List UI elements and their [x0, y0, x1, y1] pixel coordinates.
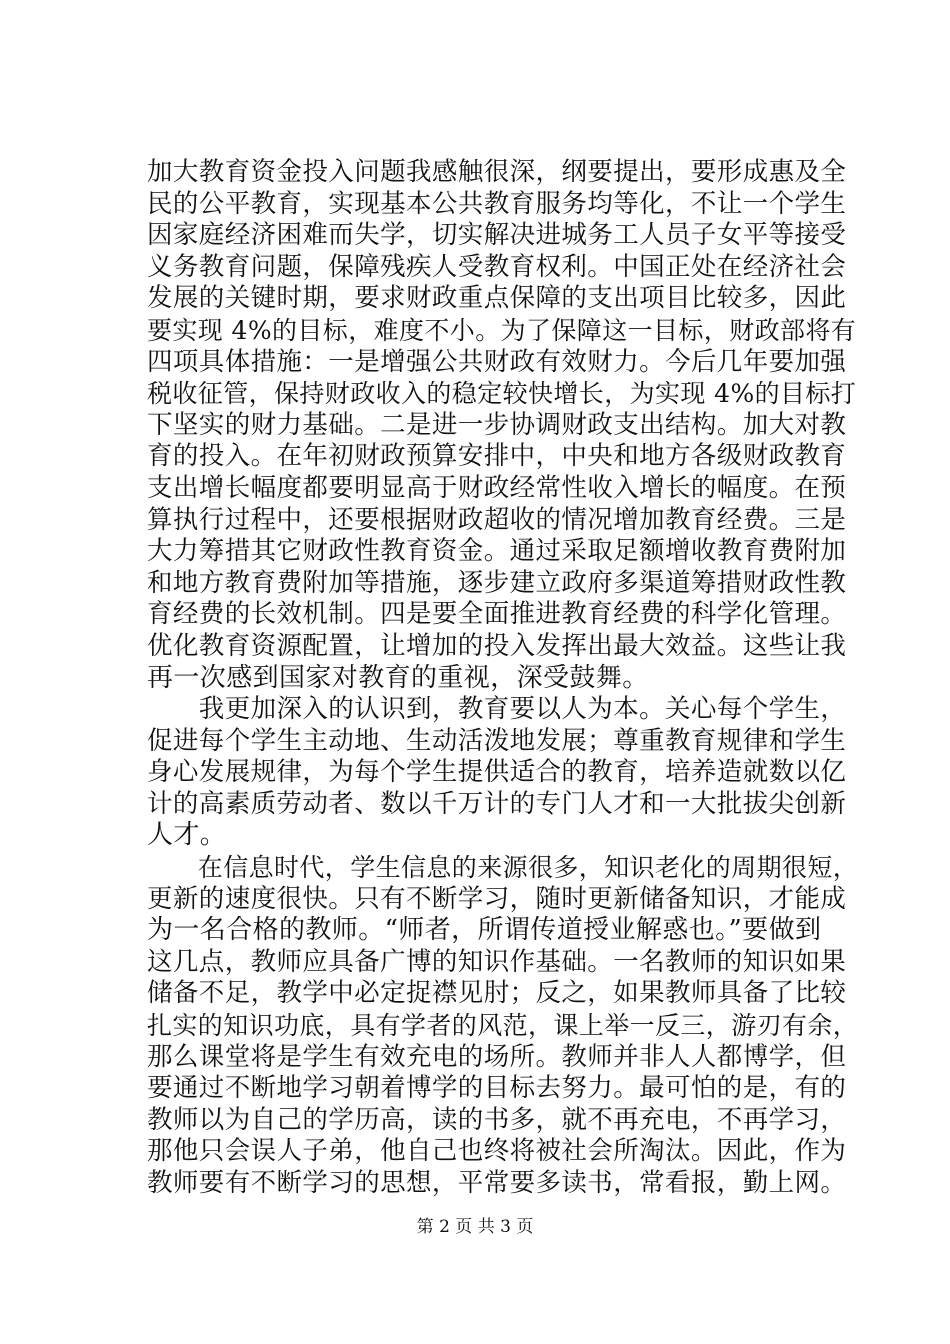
text-line: 我更加深入的认识到，教育要以人为本。关心每个学生， — [147, 694, 847, 725]
text-line: 税收征管，保持财政收入的稳定较快增长，为实现 4%的目标打 — [147, 379, 857, 409]
text-line: 四项具体措施：一是增强公共财政有效财力。今后几年要加强 — [147, 346, 847, 377]
text-line: 在信息时代，学生信息的来源很多，知识老化的周期很短， — [147, 853, 859, 883]
body-text — [147, 157, 859, 1200]
text-line: 那他只会误人子弟，他自己也终将被社会所淘汰。因此，作为 — [147, 1136, 847, 1167]
text-line: 支出增长幅度都要明显高于财政经常性收入增长的幅度。在预 — [147, 472, 847, 503]
text-line: 因家庭经济困难而失学，切实解决进城务工人员子女平等接受 — [147, 220, 847, 251]
text-line: 要通过不断地学习朝着博学的目标去努力。最可怕的是，有的 — [147, 1073, 847, 1104]
page-number-footer: 第 2 页 共 3 页 — [416, 1217, 534, 1237]
text-line: 教师以为自己的学历高，读的书多，就不再充电，不再学习， — [147, 1104, 847, 1135]
text-line: 为一名合格的教师。“师者，所谓传道授业解惑也。”要做到 — [147, 915, 822, 946]
text-line: 和地方教育费附加等措施，逐步建立政府多渠道筹措财政性教 — [147, 567, 847, 598]
text-line: 育经费的长效机制。四是要全面推进教育经费的科学化管理。 — [147, 599, 847, 630]
text-line: 教师要有不断学习的思想，平常要多读书，常看报，勤上网。 — [147, 1168, 847, 1198]
text-line: 大力筹措其它财政性教育资金。通过采取足额增收教育费附加 — [147, 536, 847, 567]
text-line: 储备不足，教学中必定捉襟见肘；反之，如果教师具备了比较 — [147, 978, 847, 1009]
text-line: 那么课堂将是学生有效充电的场所。教师并非人人都博学，但 — [147, 1041, 847, 1072]
text-line: 育的投入。在年初财政预算安排中，中央和地方各级财政教育 — [147, 441, 847, 472]
text-line: 发展的关键时期，要求财政重点保障的支出项目比较多，因此 — [147, 283, 847, 314]
text-line: 人才。 — [147, 820, 227, 851]
text-line: 身心发展规律，为每个学生提供适合的教育，培养造就数以亿 — [147, 757, 847, 788]
text-line: 优化教育资源配置，让增加的投入发挥出最大效益。这些让我 — [147, 630, 847, 661]
text-line: 下坚实的财力基础。二是进一步协调财政支出结构。加大对教 — [147, 409, 847, 440]
text-line: 扎实的知识功底，具有学者的风范，课上举一反三，游刃有余， — [147, 1011, 859, 1041]
text-line: 加大教育资金投入问题我感触很深，纲要提出，要形成惠及全 — [147, 157, 847, 187]
text-line: 更新的速度很快。只有不断学习，随时更新储备知识，才能成 — [147, 883, 847, 914]
text-line: 再一次感到国家对教育的重视，深受鼓舞。 — [147, 662, 649, 693]
text-line: 这几点，教师应具备广博的知识作基础。一名教师的知识如果 — [147, 946, 847, 977]
text-line: 算执行过程中，还要根据财政超收的情况增加教育经费。三是 — [147, 504, 847, 535]
text-line: 促进每个学生主动地、生动活泼地发展；尊重教育规律和学生 — [147, 725, 847, 756]
text-line: 民的公平教育，实现基本公共教育服务均等化，不让一个学生 — [147, 188, 847, 219]
text-line: 要实现 4%的目标，难度不小。为了保障这一目标，财政部将有 — [147, 315, 857, 345]
text-line: 义务教育问题，保障残疾人受教育权利。中国正处在经济社会 — [147, 251, 847, 282]
text-line: 计的高素质劳动者、数以千万计的专门人才和一大批拔尖创新 — [147, 788, 847, 819]
